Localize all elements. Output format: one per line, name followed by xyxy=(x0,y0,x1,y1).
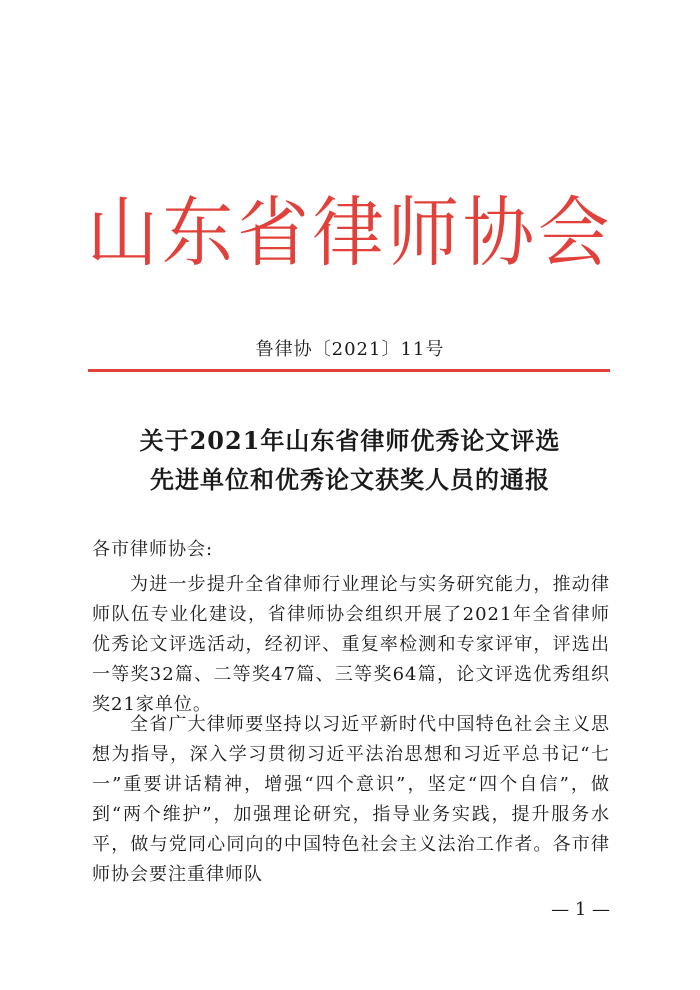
paragraph-1: 为进一步提升全省律师行业理论与实务研究能力，推动律师队伍专业化建设，省律师协会组织开展了2021年全省律师优秀论文评选活动，经初评、重复率检测和专家评审，评选出一等奖32篇、二等奖47篇、三等奖64篇，论文评选优秀组织奖21家单位。 xyxy=(92,574,610,715)
page-number: — 1 — xyxy=(551,899,610,920)
notice-title-line-1: 关于2021年山东省律师优秀论文评选 xyxy=(139,426,561,455)
salutation: 各市律师协会: xyxy=(92,539,214,560)
org-header-title: 山东省律师协会 xyxy=(86,188,614,277)
notice-title-line-2: 先进单位和优秀论文获奖人员的通报 xyxy=(150,465,550,494)
paragraph-2: 全省广大律师要坚持以习近平新时代中国特色社会主义思想为指导，深入学习贯彻习近平法治思想和习近平总书记“七一”重要讲话精神，增强“四个意识”，坚定“四个自信”，做到“两个维护”，加强理论研究，指导业务实践，提升服务水平，做与党同心同向的中国特色社会主义法治工作者。各市律师协会要注重律师队 xyxy=(92,714,610,885)
red-divider-line xyxy=(88,369,610,372)
document-number: 鲁律协〔2021〕11号 xyxy=(255,339,445,360)
